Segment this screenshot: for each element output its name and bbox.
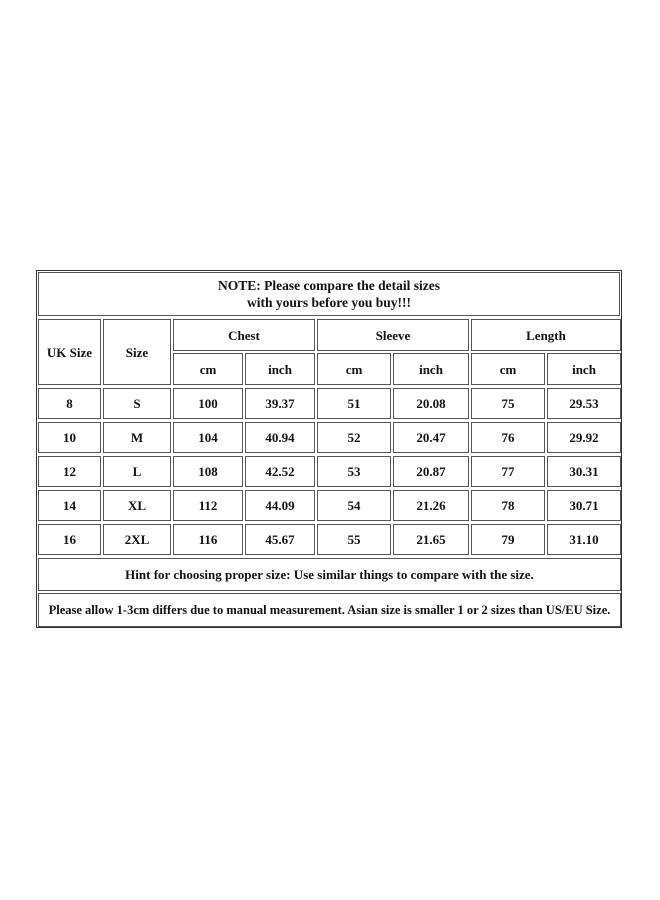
allowance-text: Please allow 1-3cm differs due to manual measurement. Asian size is smaller 1 or 2 sizes than US/EU Size. (38, 593, 621, 627)
row-0-sleeve-cm: 51 (317, 388, 391, 419)
row-2-chest-cm: 108 (173, 456, 243, 487)
row-0-chest-inch: 39.37 (245, 388, 315, 419)
row-4-length-cm: 79 (471, 524, 545, 555)
header-uk-size: UK Size (38, 319, 101, 385)
row-4-chest-inch: 45.67 (245, 524, 315, 555)
header-length-inch: inch (547, 353, 621, 385)
header-sleeve-cm: cm (317, 353, 391, 385)
row-1-chest-cm: 104 (173, 422, 243, 453)
note-line-1: NOTE: Please compare the detail sizes (217, 278, 441, 293)
note-line-2: with yours before you buy!!! (246, 295, 411, 310)
header-chest-cm: cm (173, 353, 243, 385)
row-2-length-cm: 77 (471, 456, 545, 487)
row-4-uk: 16 (38, 524, 101, 555)
size-chart (36, 270, 622, 628)
header-sleeve-inch: inch (393, 353, 469, 385)
row-1-length-cm: 76 (471, 422, 545, 453)
row-2-length-inch: 30.31 (547, 456, 621, 487)
row-4-sleeve-inch: 21.65 (393, 524, 469, 555)
hint-text: Hint for choosing proper size: Use similar things to compare with the size. (38, 558, 621, 591)
row-3-chest-inch: 44.09 (245, 490, 315, 521)
row-1-length-inch: 29.92 (547, 422, 621, 453)
header-chest-inch: inch (245, 353, 315, 385)
row-0-chest-cm: 100 (173, 388, 243, 419)
row-4-length-inch: 31.10 (547, 524, 621, 555)
row-0-length-inch: 29.53 (547, 388, 621, 419)
row-2-sleeve-inch: 20.87 (393, 456, 469, 487)
row-4-sleeve-cm: 55 (317, 524, 391, 555)
row-1-sleeve-cm: 52 (317, 422, 391, 453)
row-3-uk: 14 (38, 490, 101, 521)
row-2-sleeve-cm: 53 (317, 456, 391, 487)
row-1-chest-inch: 40.94 (245, 422, 315, 453)
note-banner (38, 272, 620, 316)
row-4-chest-cm: 116 (173, 524, 243, 555)
row-0-length-cm: 75 (471, 388, 545, 419)
row-1-sleeve-inch: 20.47 (393, 422, 469, 453)
header-size: Size (103, 319, 171, 385)
row-2-chest-inch: 42.52 (245, 456, 315, 487)
row-0-uk: 8 (38, 388, 101, 419)
row-2-uk: 12 (38, 456, 101, 487)
header-length-cm: cm (471, 353, 545, 385)
header-chest: Chest (173, 319, 315, 351)
row-4-size: 2XL (103, 524, 171, 555)
row-3-sleeve-cm: 54 (317, 490, 391, 521)
row-0-size: S (103, 388, 171, 419)
header-length: Length (471, 319, 621, 351)
row-1-size: M (103, 422, 171, 453)
row-3-size: XL (103, 490, 171, 521)
row-3-chest-cm: 112 (173, 490, 243, 521)
row-0-sleeve-inch: 20.08 (393, 388, 469, 419)
row-3-sleeve-inch: 21.26 (393, 490, 469, 521)
row-2-size: L (103, 456, 171, 487)
header-sleeve: Sleeve (317, 319, 469, 351)
row-3-length-cm: 78 (471, 490, 545, 521)
row-1-uk: 10 (38, 422, 101, 453)
row-3-length-inch: 30.71 (547, 490, 621, 521)
